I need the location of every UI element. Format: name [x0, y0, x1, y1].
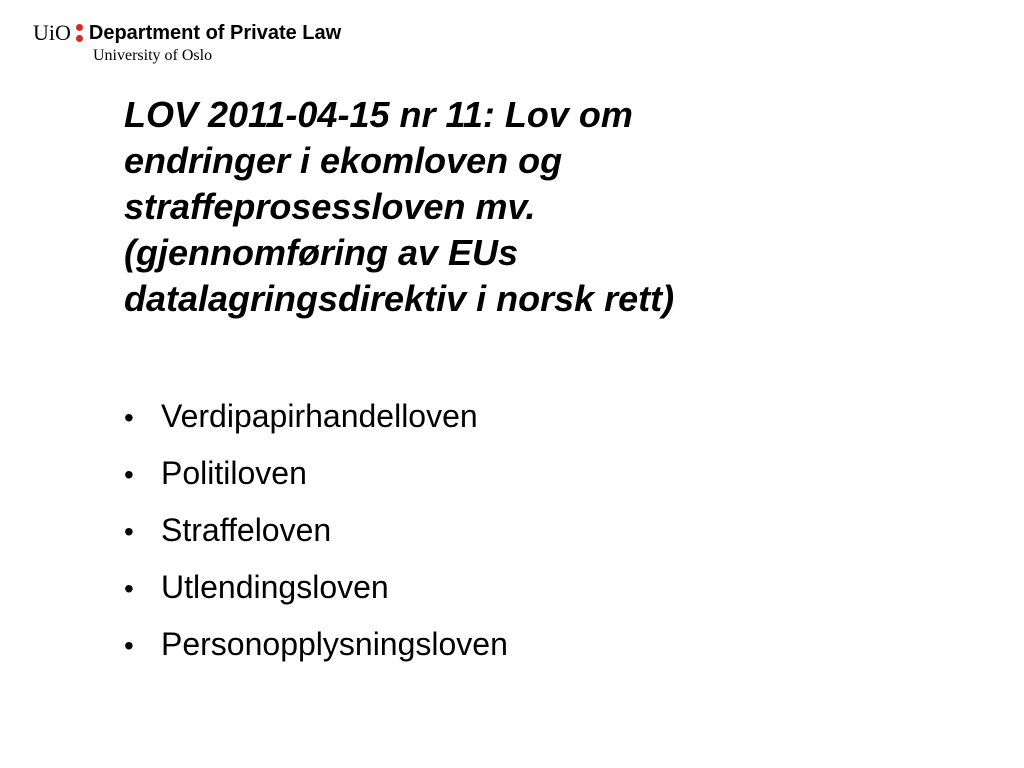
- uio-logo-text: UiO: [33, 20, 71, 45]
- title-line: (gjennomføring av EUs: [124, 232, 519, 273]
- title-line: LOV 2011-04-15 nr 11: Lov om: [124, 94, 633, 135]
- logo-dot-top: [76, 24, 83, 31]
- list-item-text: Utlendingsloven: [161, 569, 389, 605]
- university-name: University of Oslo: [93, 47, 213, 64]
- title-line: datalagringsdirektiv i norsk rett): [124, 278, 675, 319]
- uio-logo-icon: [76, 20, 83, 46]
- bullet-icon: •: [124, 402, 134, 433]
- list-item-text: Straffeloven: [161, 512, 332, 548]
- list-item: [124, 616, 508, 673]
- slide-title: [124, 92, 964, 322]
- list-item-text: Verdipapirhandelloven: [161, 398, 478, 434]
- bullet-list: [124, 388, 508, 673]
- list-item: [124, 559, 508, 616]
- logo-row: [33, 20, 341, 46]
- bullet-icon: •: [124, 573, 134, 604]
- logo-dot-bottom: [76, 35, 83, 42]
- list-item-text: Personopplysningsloven: [161, 626, 508, 662]
- title-line: endringer i ekomloven og: [124, 140, 563, 181]
- list-item: [124, 445, 508, 502]
- bullet-icon: •: [124, 459, 134, 490]
- slide-header: [33, 20, 341, 68]
- list-item: [124, 502, 508, 559]
- title-line: straffeprosessloven mv.: [124, 186, 536, 227]
- list-item: [124, 388, 508, 445]
- bullet-icon: •: [124, 630, 134, 661]
- department-name: Department of Private Law: [88, 22, 342, 44]
- list-item-text: Politiloven: [161, 455, 307, 491]
- bullet-icon: •: [124, 516, 134, 547]
